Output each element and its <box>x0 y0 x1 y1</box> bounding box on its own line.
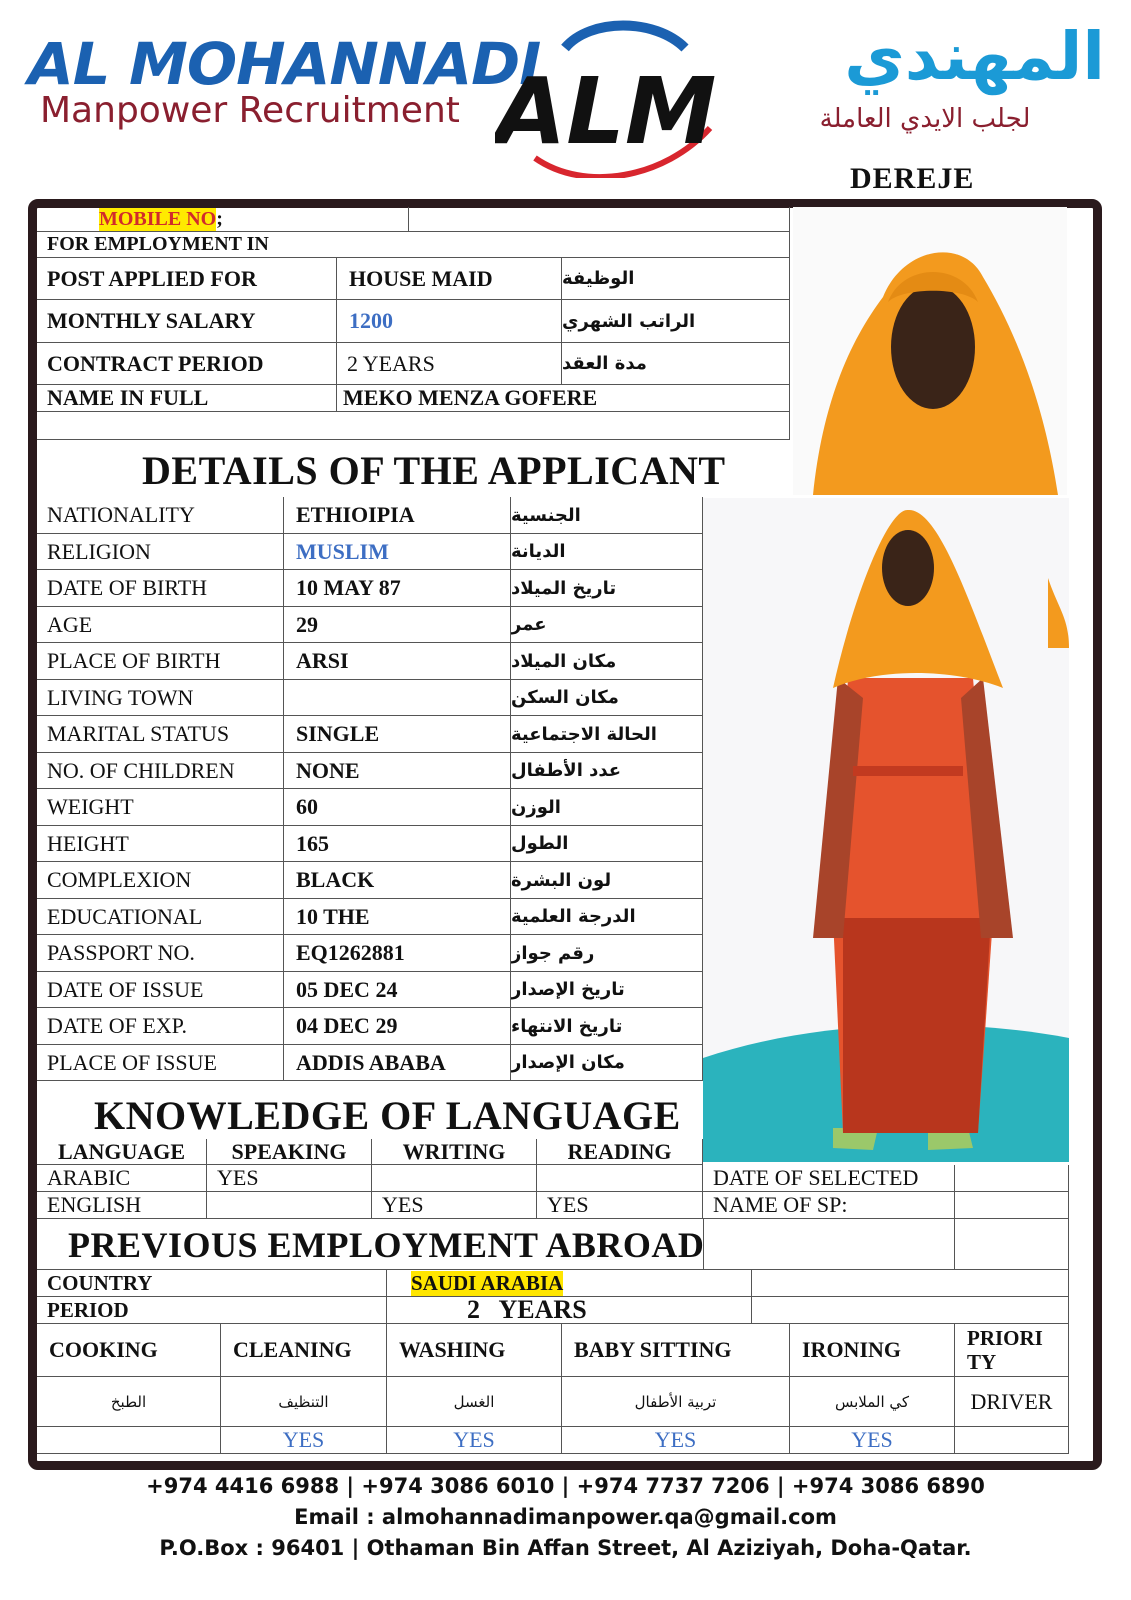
detail-label: AGE <box>37 607 284 643</box>
detail-ar: الجنسية <box>511 497 703 534</box>
detail-value: ARSI <box>284 643 511 680</box>
applicant-full-photo <box>703 498 1069 1162</box>
lang-arabic-reading <box>537 1165 703 1192</box>
agent-name: DEREJE <box>850 162 975 195</box>
priority-blank <box>955 1427 1069 1454</box>
detail-label: DATE OF EXP. <box>37 1008 284 1045</box>
skill-header: COOKING <box>37 1324 221 1377</box>
skill-header: CLEANING <box>221 1324 387 1377</box>
detail-label: DATE OF BIRTH <box>37 570 284 607</box>
contract-ar: مدة العقد <box>562 343 790 385</box>
skill-value: YES <box>562 1427 790 1454</box>
salary-ar: الراتب الشهري <box>562 300 790 343</box>
detail-value: MUSLIM <box>284 534 511 570</box>
company-logo <box>495 18 725 178</box>
mobile-suffix: ; <box>216 207 223 230</box>
sponsor-value <box>955 1192 1069 1219</box>
lang-english-reading: YES <box>537 1192 703 1219</box>
skill-value: YES <box>790 1427 955 1454</box>
detail-value: 04 DEC 29 <box>284 1008 511 1045</box>
detail-ar: تاريخ الميلاد <box>511 570 703 607</box>
salary-label: MONTHLY SALARY <box>37 300 337 343</box>
lang-arabic-speaking: YES <box>207 1165 372 1192</box>
period-value: 2 YEARS <box>387 1297 752 1324</box>
logo-text: ALM <box>495 58 717 165</box>
detail-value: 10 THE <box>284 899 511 935</box>
period-extra <box>752 1297 1069 1324</box>
spacer-row <box>37 412 790 440</box>
detail-label: HEIGHT <box>37 826 284 862</box>
detail-label: EDUCATIONAL <box>37 899 284 935</box>
skill-header: IRONING <box>790 1324 955 1377</box>
employment-label: FOR EMPLOYMENT IN <box>37 232 790 258</box>
mobile-label: MOBILE NO <box>99 207 217 230</box>
detail-label: PASSPORT NO. <box>37 935 284 972</box>
detail-value <box>284 680 511 716</box>
detail-label: COMPLEXION <box>37 862 284 899</box>
detail-ar: الدرجة العلمية <box>511 899 703 935</box>
detail-value: SINGLE <box>284 716 511 753</box>
date-selected-value <box>955 1165 1069 1192</box>
lang-english-speaking <box>207 1192 372 1219</box>
detail-label: PLACE OF ISSUE <box>37 1045 284 1081</box>
sponsor-label: NAME OF SP: <box>703 1192 955 1219</box>
period-label: PERIOD <box>37 1297 387 1324</box>
detail-value: NONE <box>284 753 511 789</box>
detail-label: LIVING TOWN <box>37 680 284 716</box>
footer-phones: +974 4416 6988 | +974 3086 6010 | +974 7737 7206 | +974 3086 6890 <box>146 1474 985 1498</box>
skill-value: YES <box>221 1427 387 1454</box>
mobile-value <box>409 207 790 232</box>
detail-value: EQ1262881 <box>284 935 511 972</box>
priority-label-1: PRIORI <box>967 1326 1043 1350</box>
detail-ar: الديانة <box>511 534 703 570</box>
previous-title: PREVIOUS EMPLOYMENT ABROAD <box>68 1225 705 1265</box>
detail-label: RELIGION <box>37 534 284 570</box>
details-title: DETAILS OF THE APPLICANT <box>142 448 726 493</box>
detail-ar: تاريخ الإصدار <box>511 972 703 1008</box>
detail-label: NATIONALITY <box>37 497 284 534</box>
lang-header-reading: READING <box>537 1139 703 1165</box>
detail-label: NO. OF CHILDREN <box>37 753 284 789</box>
detail-ar: عدد الأطفال <box>511 753 703 789</box>
post-value: HOUSE MAID <box>337 258 562 300</box>
contract-value: 2 YEARS <box>337 343 562 385</box>
detail-ar: عمر <box>511 607 703 643</box>
footer-email: Email : almohannadimanpower.qa@gmail.com <box>294 1505 837 1529</box>
skill-ar: تربية الأطفال <box>562 1377 790 1427</box>
country-value-cell <box>387 1270 752 1297</box>
skill-ar: الطبخ <box>37 1377 221 1427</box>
detail-ar: مكان السكن <box>511 680 703 716</box>
post-ar: الوظيفة <box>562 258 790 300</box>
detail-label: MARITAL STATUS <box>37 716 284 753</box>
detail-ar: الوزن <box>511 789 703 826</box>
lang-english: ENGLISH <box>37 1192 207 1219</box>
detail-ar: لون البشرة <box>511 862 703 899</box>
mobile-label-cell <box>37 207 409 232</box>
lang-arabic-writing <box>372 1165 537 1192</box>
applicant-portrait-photo <box>793 207 1067 495</box>
detail-value: 29 <box>284 607 511 643</box>
language-title: KNOWLEDGE OF LANGUAGE <box>94 1093 681 1138</box>
skill-ar: الغسل <box>387 1377 562 1427</box>
detail-value: 05 DEC 24 <box>284 972 511 1008</box>
lang-header-speaking: SPEAKING <box>207 1139 372 1165</box>
lang-header-writing: WRITING <box>372 1139 537 1165</box>
detail-label: DATE OF ISSUE <box>37 972 284 1008</box>
priority-value: DRIVER <box>955 1377 1069 1427</box>
detail-label: WEIGHT <box>37 789 284 826</box>
skill-header: WASHING <box>387 1324 562 1377</box>
priority-label-2: TY <box>967 1350 997 1374</box>
detail-ar: رقم جواز <box>511 935 703 972</box>
country-extra <box>752 1270 1069 1297</box>
detail-ar: تاريخ الانتهاء <box>511 1008 703 1045</box>
fullname-value: MEKO MENZA GOFERE <box>337 385 790 412</box>
detail-label: PLACE OF BIRTH <box>37 643 284 680</box>
priority-label-cell <box>955 1324 1069 1377</box>
skill-value: YES <box>387 1427 562 1454</box>
detail-value: ETHIOIPIA <box>284 497 511 534</box>
company-name-en: AL MOHANNADI <box>28 30 541 98</box>
prev-side-cell-1 <box>703 1219 955 1270</box>
detail-ar: الطول <box>511 826 703 862</box>
lang-arabic: ARABIC <box>37 1165 207 1192</box>
detail-value: BLACK <box>284 862 511 899</box>
detail-value: 165 <box>284 826 511 862</box>
lang-header-language: LANGUAGE <box>37 1139 207 1165</box>
detail-value: ADDIS ABABA <box>284 1045 511 1081</box>
lang-english-writing: YES <box>372 1192 537 1219</box>
detail-ar: مكان الإصدار <box>511 1045 703 1081</box>
detail-ar: الحالة الاجتماعية <box>511 716 703 753</box>
skill-header: BABY SITTING <box>562 1324 790 1377</box>
contract-label: CONTRACT PERIOD <box>37 343 337 385</box>
footer-address: P.O.Box : 96401 | Othaman Bin Affan Street, Al Aziziyah, Doha-Qatar. <box>159 1536 972 1560</box>
post-label: POST APPLIED FOR <box>37 258 337 300</box>
skill-value <box>37 1427 221 1454</box>
detail-value: 10 MAY 87 <box>284 570 511 607</box>
skill-ar: كي الملابس <box>790 1377 955 1427</box>
detail-value: 60 <box>284 789 511 826</box>
date-selected-label: DATE OF SELECTED <box>703 1165 955 1192</box>
company-tagline-ar: لجلب الايدي العاملة <box>819 104 1031 134</box>
country-label: COUNTRY <box>37 1270 387 1297</box>
detail-ar: مكان الميلاد <box>511 643 703 680</box>
prev-side-cell-2 <box>955 1219 1069 1270</box>
country-value: SAUDI ARABIA <box>411 1270 564 1295</box>
company-name-ar: المهندي <box>844 18 1105 95</box>
salary-value: 1200 <box>337 300 562 343</box>
fullname-label: NAME IN FULL <box>37 385 337 412</box>
company-tagline-en: Manpower Recruitment <box>40 90 460 131</box>
skill-ar: التنظيف <box>221 1377 387 1427</box>
